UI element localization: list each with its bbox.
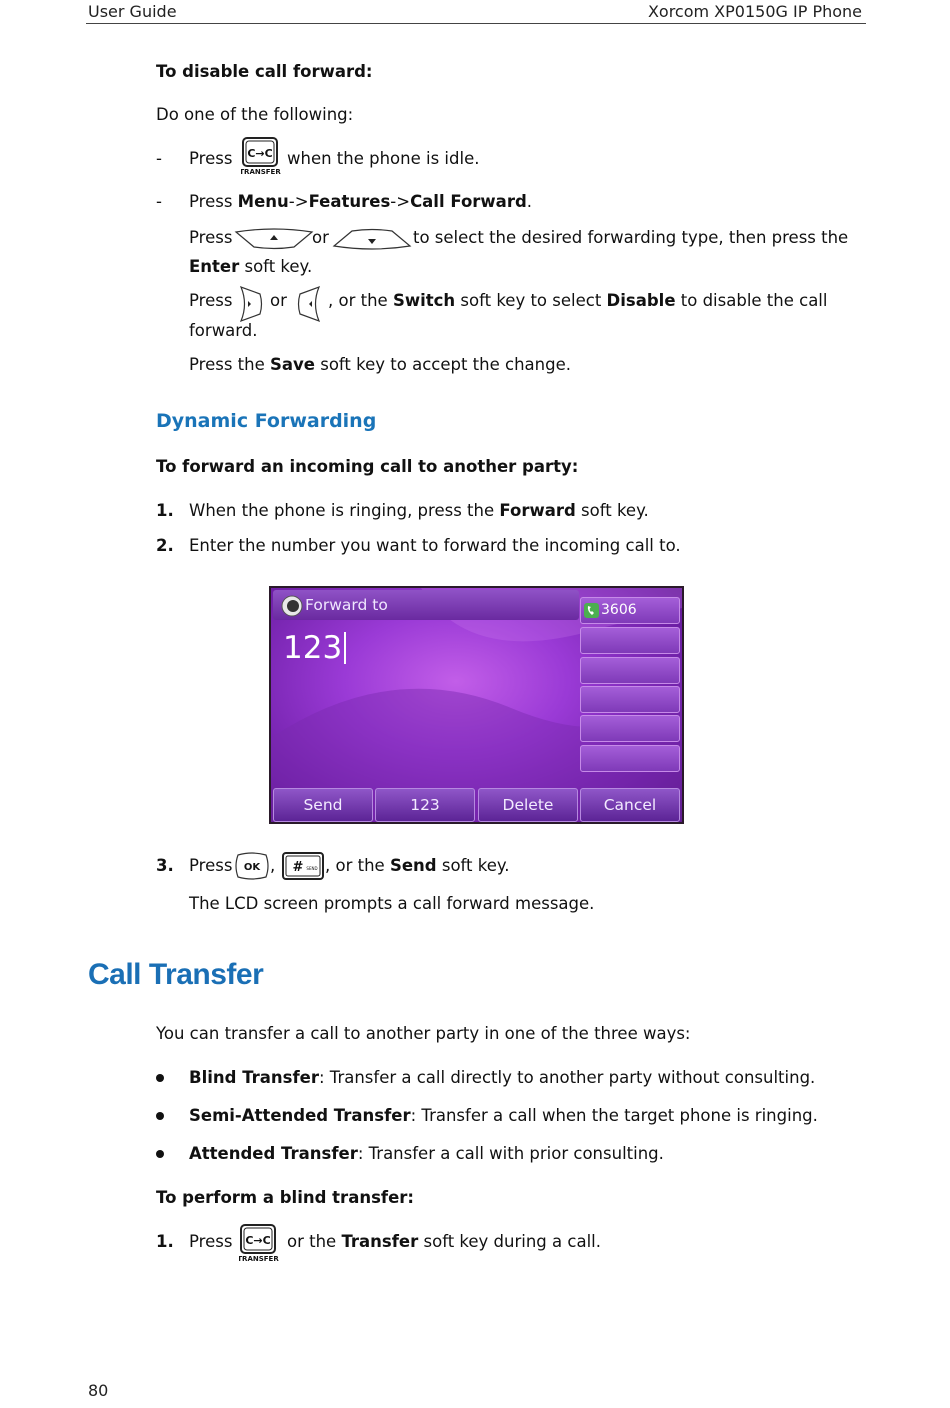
text: , (270, 856, 276, 875)
screen-title-bar (273, 590, 579, 620)
hash-label: SEND (306, 866, 318, 871)
text: or (312, 228, 329, 247)
step-text: Enter the number you want to forward the incoming call to. (189, 536, 681, 555)
transfer-key-glyph: C→C (247, 147, 273, 160)
list-item: Semi-Attended Transfer: Transfer a call when the target phone is ringing. (189, 1106, 818, 1125)
line-key-empty[interactable] (580, 627, 680, 654)
forward-icon (281, 595, 303, 617)
text: Press (189, 1232, 233, 1251)
softkey-delete[interactable]: Delete (478, 788, 578, 822)
transfer-line: or the Transfer soft key during a call. (287, 1232, 601, 1251)
disable-intro: Do one of the following: (156, 105, 354, 124)
line-key-empty[interactable] (580, 657, 680, 684)
text: forward. (189, 321, 258, 340)
page-number: 80 (88, 1381, 109, 1400)
bullet-icon (156, 1074, 164, 1082)
disable-title: To disable call forward: (156, 62, 373, 81)
menu-path: Press Menu->Features->Call Forward. (189, 192, 533, 211)
text: when the phone is idle. (287, 149, 480, 168)
softkey-cancel[interactable]: Cancel (580, 788, 680, 822)
step-number: 3. (156, 856, 174, 875)
transfer-key-icon (239, 1223, 279, 1263)
section-heading: Dynamic Forwarding (156, 410, 377, 432)
switch-line: , or the Switch soft key to select Disable to disable the call (328, 291, 828, 310)
header-right: Xorcom XP0150G IP Phone (647, 2, 862, 21)
text: Press (189, 856, 233, 875)
line-key[interactable] (580, 597, 680, 624)
ok-key-icon (234, 851, 270, 885)
bullet-icon (156, 1112, 164, 1120)
send-line: , or the Send soft key. (325, 856, 510, 875)
softkey-send[interactable]: Send (273, 788, 373, 822)
header-left: User Guide (88, 2, 177, 21)
up-nav-key-icon (234, 228, 314, 254)
bullet-icon (156, 1150, 164, 1158)
phone-screen (269, 586, 684, 824)
line-key-label: 3606 (601, 602, 637, 618)
enter-line: Enter soft key. (189, 257, 313, 276)
dash-marker: - (156, 192, 162, 211)
step-number: 1. (156, 1232, 174, 1251)
screen-title: Forward to (305, 596, 388, 614)
text: or (270, 291, 287, 310)
hash-glyph: # (292, 860, 304, 875)
text: Press (189, 228, 233, 247)
procedure-title: To forward an incoming call to another party: (156, 457, 579, 476)
down-nav-key-icon (332, 228, 412, 254)
step-number: 1. (156, 501, 174, 520)
step-note: The LCD screen prompts a call forward message. (189, 894, 595, 913)
header-divider (86, 23, 866, 24)
number-input[interactable]: 123 (283, 630, 346, 666)
text: to select the desired forwarding type, then press the (413, 228, 849, 247)
save-line: Press the Save soft key to accept the change. (189, 355, 571, 374)
transfer-key-glyph: C→C (245, 1234, 271, 1247)
transfer-key-label: TRANSFER (239, 1255, 279, 1263)
text-caret (344, 632, 346, 664)
softkey-123[interactable]: 123 (375, 788, 475, 822)
dash-marker: - (156, 149, 162, 168)
transfer-key-icon (241, 136, 281, 176)
text: Press (189, 291, 233, 310)
transfer-intro: You can transfer a call to another party in one of the three ways: (156, 1024, 691, 1043)
hash-send-key-icon (282, 852, 324, 884)
text: Press (189, 149, 233, 168)
line-key-empty[interactable] (580, 745, 680, 772)
transfer-key-label: TRANSFER (241, 168, 281, 176)
line-key-empty[interactable] (580, 715, 680, 742)
step-number: 2. (156, 536, 174, 555)
list-item: Attended Transfer: Transfer a call with prior consulting. (189, 1144, 664, 1163)
step-text: When the phone is ringing, press the Forward soft key. (189, 501, 649, 520)
line-key-empty[interactable] (580, 686, 680, 713)
ok-key-label: OK (243, 862, 261, 873)
procedure-title: To perform a blind transfer: (156, 1188, 415, 1207)
chapter-heading: Call Transfer (88, 958, 264, 991)
right-nav-key-icon (296, 284, 322, 328)
list-item: Blind Transfer: Transfer a call directly to another party without consulting. (189, 1068, 816, 1087)
